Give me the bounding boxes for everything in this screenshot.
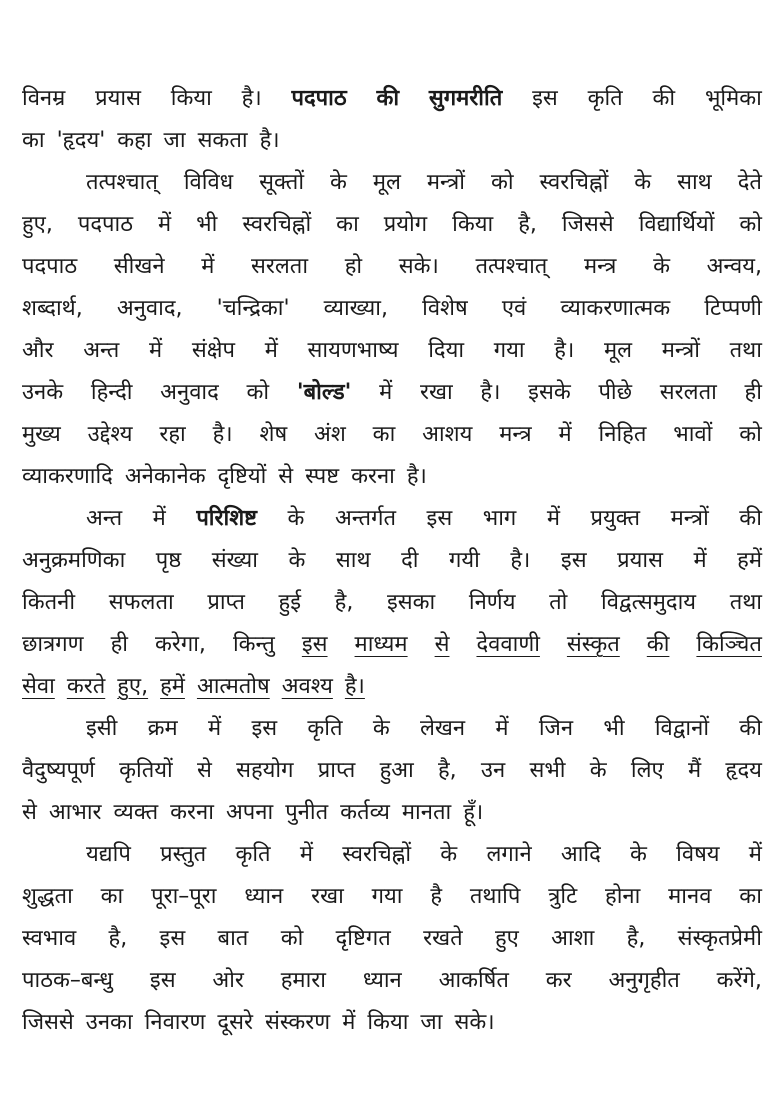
word: उद्देश्य: [87, 422, 133, 447]
word: कृतियों: [119, 758, 173, 783]
word: संक्षेप: [191, 338, 236, 363]
underlined-word: है।: [344, 674, 365, 699]
word: में: [546, 506, 560, 531]
word: दृष्टियों: [217, 464, 267, 489]
word: तथा: [729, 338, 762, 363]
underlined-word: किञ्चित: [696, 632, 762, 657]
text-line: [22, 120, 762, 162]
word: अनुक्रमणिका: [22, 548, 126, 573]
word: साथ: [335, 548, 371, 573]
word: ओर: [212, 968, 244, 993]
word: हुए,: [22, 212, 53, 237]
word: है।: [259, 128, 280, 153]
word: विविध: [183, 170, 234, 195]
word: बात: [217, 926, 249, 951]
word: रखते: [423, 926, 463, 951]
word: मानव: [668, 884, 712, 909]
word: हुआ: [379, 758, 414, 783]
word: मुख्य: [22, 422, 61, 447]
word: अपना: [225, 800, 274, 825]
text-line: [22, 456, 762, 498]
bold-word: सुगमरीति: [428, 86, 503, 111]
word: प्रस्तुत: [160, 842, 207, 867]
text-line: [22, 372, 762, 414]
word: के: [288, 548, 306, 573]
word: एवं: [501, 296, 527, 321]
word: का: [336, 212, 359, 237]
word: विद्वत्समुदाय: [601, 590, 697, 615]
underlined-word: करते: [66, 674, 106, 699]
word: प्रयास: [617, 548, 663, 573]
word: शेष: [259, 422, 288, 447]
word: कृति: [235, 842, 271, 867]
word: सीखने: [113, 254, 165, 279]
word: जिससे: [561, 212, 614, 237]
word: तो: [549, 590, 568, 615]
text-line: [22, 876, 762, 918]
word: लिए: [630, 758, 664, 783]
text-line: [22, 288, 762, 330]
word: सरलता: [251, 254, 309, 279]
text-line: [22, 624, 762, 666]
word: से: [22, 800, 37, 825]
word: स्पष्ट: [305, 464, 340, 489]
word: को: [739, 212, 762, 237]
word: व्याकरणात्मक: [560, 296, 671, 321]
word: विशेष: [422, 296, 468, 321]
word: कहा: [117, 128, 152, 153]
word: गयी: [448, 548, 480, 573]
word: ध्यान: [244, 884, 284, 909]
text-line: [22, 834, 762, 876]
word: में: [748, 842, 762, 867]
word: कितनी: [22, 590, 76, 615]
underlined-word: आत्मतोष: [196, 674, 270, 699]
word: के: [589, 758, 607, 783]
word: अन्तर्गत: [334, 506, 397, 531]
paragraph: [22, 162, 762, 498]
word: गया: [493, 338, 525, 363]
word: है,: [518, 212, 537, 237]
word: से: [196, 758, 212, 783]
word: आकर्षित: [438, 968, 509, 993]
underlined-word: अवश्य: [281, 674, 333, 699]
text-line: [22, 792, 762, 834]
word: विनम्र: [22, 86, 66, 111]
word: के: [287, 506, 305, 531]
word: इस: [426, 506, 453, 531]
word: आभार: [48, 800, 102, 825]
word: तत्पश्चात्: [86, 170, 158, 195]
word: इसी: [86, 716, 118, 741]
word: इसका: [386, 590, 436, 615]
word: किया: [452, 212, 494, 237]
word: में: [149, 338, 163, 363]
underlined-word: संस्कृत: [566, 632, 620, 657]
word: तथा: [729, 590, 762, 615]
word: से: [278, 464, 294, 489]
underlined-word: देववाणी: [476, 632, 540, 657]
word: है,: [626, 926, 646, 951]
word: ध्यान: [362, 968, 402, 993]
word: मन्त्रों: [661, 338, 700, 363]
word: है: [430, 884, 443, 909]
word: भी: [196, 212, 218, 237]
document-page: [22, 78, 762, 1044]
paragraph: [22, 708, 762, 834]
word: आदि: [560, 842, 601, 867]
word: लेखन: [420, 716, 466, 741]
word: मन्त्र: [583, 254, 617, 279]
word: स्वरचिह्नों: [342, 842, 412, 867]
word: होना: [605, 884, 641, 909]
word: उनके: [22, 380, 64, 405]
word: के: [630, 842, 647, 867]
underlined-word: की: [646, 632, 670, 657]
word: किन्तु: [232, 632, 275, 657]
word: सरलता: [659, 380, 717, 405]
word: करना: [170, 800, 214, 825]
word: मूल: [604, 338, 633, 363]
word: साथ: [677, 170, 712, 195]
text-line: [22, 708, 762, 750]
word: विद्यार्थियों: [638, 212, 715, 237]
word: मानता: [401, 800, 452, 825]
word: निहित: [598, 422, 647, 447]
word: 'हृदय': [56, 128, 106, 153]
underlined-word: से: [434, 632, 450, 657]
word: अनुवाद,: [116, 296, 183, 321]
word: है।: [241, 86, 262, 111]
word: प्रयुक्त: [590, 506, 641, 531]
word: को: [246, 380, 270, 405]
word: करना: [351, 464, 395, 489]
word: कर्तव्य: [340, 800, 390, 825]
word: पीछे: [598, 380, 633, 405]
word: में: [495, 716, 509, 741]
word: प्राप्त: [207, 590, 245, 615]
word: टिप्पणी: [704, 296, 762, 321]
text-line: [22, 414, 762, 456]
word: स्वरचिह्नों: [242, 212, 312, 237]
word: इस: [532, 86, 558, 111]
word: मूल: [372, 170, 401, 195]
word: हमारा: [280, 968, 326, 993]
text-line: [22, 204, 762, 246]
word: लगाने: [486, 842, 532, 867]
word: व्यक्त: [113, 800, 159, 825]
word: मन्त्र: [499, 422, 532, 447]
word: मन्त्रों: [426, 170, 465, 195]
word: मैं: [687, 758, 702, 783]
word: अनेकानेक: [124, 464, 206, 489]
word: 'चन्द्रिका': [216, 296, 290, 321]
word: इस: [149, 968, 176, 993]
word: पदपाठ: [22, 254, 78, 279]
word: अनुवाद: [160, 380, 219, 405]
word: हुई: [278, 590, 301, 615]
word: स्वभाव: [22, 926, 77, 951]
word: है।: [480, 380, 501, 405]
word: रखा: [311, 884, 344, 909]
word: है,: [108, 926, 128, 951]
word: हूँ।: [463, 800, 484, 825]
word: सकता: [197, 128, 248, 153]
word: इस: [159, 926, 186, 951]
underlined-word: हमें: [160, 674, 185, 699]
word: सफलता: [108, 590, 174, 615]
word: दृष्टिगत: [335, 926, 391, 951]
word: प्रयास: [95, 86, 141, 111]
text-line: [22, 666, 762, 708]
word: जा: [163, 128, 186, 153]
word: में: [558, 422, 572, 447]
word: प्रयोग: [383, 212, 428, 237]
word: का: [739, 884, 762, 909]
word: सूक्तों: [259, 170, 305, 195]
paragraph: [22, 498, 762, 708]
word: स्वरचिह्नों: [539, 170, 609, 195]
word: जा: [420, 1010, 443, 1035]
word: संस्कृतप्रेमी: [677, 926, 762, 951]
word: हो: [344, 254, 363, 279]
underlined-word: सेवा: [22, 674, 55, 699]
word: अन्त: [86, 506, 123, 531]
word: में: [379, 380, 393, 405]
paragraph: [22, 834, 762, 1044]
word: देते: [737, 170, 762, 195]
word: में: [158, 212, 172, 237]
word: सायणभाष्य: [307, 338, 399, 363]
word: में: [201, 254, 215, 279]
word: सभी: [529, 758, 566, 783]
paragraph: [22, 78, 762, 162]
word: है,: [334, 590, 354, 615]
word: दूसरे: [217, 1010, 253, 1035]
word: वैदुष्यपूर्ण: [22, 758, 95, 783]
word: मन्त्रों: [670, 506, 709, 531]
word: सके।: [454, 1010, 495, 1035]
word: अन्त: [83, 338, 120, 363]
word: के: [440, 842, 458, 867]
word: क्रम: [147, 716, 178, 741]
word: तत्पश्चात्: [475, 254, 548, 279]
word: हिन्दी: [90, 380, 133, 405]
word: रहा: [159, 422, 186, 447]
underlined-word: हुए,: [117, 674, 149, 699]
word: है।: [212, 422, 233, 447]
word: अनुगृहीत: [608, 968, 680, 993]
underlined-word: इस: [301, 632, 328, 657]
word: कृति: [307, 716, 343, 741]
word: हुए: [494, 926, 519, 951]
word: करेगा,: [154, 632, 206, 657]
word: है,: [437, 758, 457, 783]
word: इस: [251, 716, 278, 741]
word: संस्करण: [264, 1010, 331, 1035]
word: उन: [480, 758, 506, 783]
word: आशा: [551, 926, 595, 951]
word: के: [634, 170, 652, 195]
word: की: [652, 86, 676, 111]
word: हृदय: [725, 758, 762, 783]
word: दिया: [428, 338, 465, 363]
word: की: [739, 506, 762, 531]
word: के: [372, 716, 390, 741]
word: गया: [371, 884, 403, 909]
text-line: [22, 1002, 762, 1044]
bold-word: पदपाठ: [291, 86, 347, 111]
word: पदपाठ: [77, 212, 133, 237]
word: इसके: [528, 380, 571, 405]
bold-word: की: [376, 86, 400, 111]
word: भूमिका: [704, 86, 762, 111]
word: पाठक–बन्धु: [22, 968, 114, 993]
word: में: [208, 716, 222, 741]
word: में: [264, 338, 278, 363]
text-line: [22, 162, 762, 204]
word: भी: [603, 716, 625, 741]
word: जिन: [538, 716, 574, 741]
word: में: [693, 548, 707, 573]
word: निवारण: [144, 1010, 206, 1035]
word: निर्णय: [468, 590, 516, 615]
word: जिससे: [22, 1010, 74, 1035]
word: का: [100, 884, 124, 909]
word: भाग: [482, 506, 517, 531]
word: करेंगे,: [716, 968, 762, 993]
word: है।: [554, 338, 575, 363]
word: विद्वानों: [654, 716, 710, 741]
word: विषय: [676, 842, 720, 867]
bold-word: परिशिष्ट: [196, 506, 258, 531]
word: अन्वय,: [706, 254, 762, 279]
text-line: [22, 246, 762, 288]
word: छात्रगण: [22, 632, 84, 657]
word: रखा: [419, 380, 453, 405]
word: उनका: [85, 1010, 133, 1035]
word: ही: [744, 380, 762, 405]
text-line: [22, 960, 762, 1002]
word: की: [739, 716, 762, 741]
word: इस: [560, 548, 587, 573]
word: को: [490, 170, 514, 195]
text-line: [22, 330, 762, 372]
text-line: [22, 918, 762, 960]
word: पृष्ठ: [155, 548, 182, 573]
word: संख्या: [211, 548, 258, 573]
word: है।: [406, 464, 427, 489]
word: प्राप्त: [317, 758, 356, 783]
word: में: [152, 506, 166, 531]
word: किया: [170, 86, 212, 111]
word: आशय: [422, 422, 473, 447]
text-line: [22, 78, 762, 120]
word: किया: [367, 1010, 409, 1035]
text-line: [22, 498, 762, 540]
word: दी: [401, 548, 419, 573]
word: भावों: [673, 422, 713, 447]
word: अंश: [314, 422, 346, 447]
text-line: [22, 540, 762, 582]
word: के: [653, 254, 670, 279]
text-line: [22, 750, 762, 792]
word: कर: [545, 968, 572, 993]
word: हमें: [737, 548, 762, 573]
word: को: [280, 926, 304, 951]
word: पुनीत: [285, 800, 329, 825]
word: के: [329, 170, 347, 195]
word: और: [22, 338, 54, 363]
word: को: [739, 422, 762, 447]
underlined-word: माध्यम: [354, 632, 408, 657]
text-line: [22, 582, 762, 624]
word: व्याकरणादि: [22, 464, 113, 489]
word: त्रुटि: [548, 884, 578, 909]
word: में: [299, 842, 313, 867]
word: ही: [110, 632, 128, 657]
word: पूरा–पूरा: [151, 884, 217, 909]
word: व्याख्या,: [323, 296, 388, 321]
bold-word: 'बोल्ड': [296, 380, 352, 405]
word: है।: [510, 548, 531, 573]
word: शब्दार्थ,: [22, 296, 83, 321]
word: में: [342, 1010, 356, 1035]
word: का: [372, 422, 396, 447]
word: शुद्धता: [22, 884, 73, 909]
word: कृति: [587, 86, 623, 111]
word: यद्यपि: [86, 842, 131, 867]
word: का: [22, 128, 45, 153]
word: तथापि: [469, 884, 521, 909]
word: सके।: [398, 254, 439, 279]
word: सहयोग: [236, 758, 294, 783]
